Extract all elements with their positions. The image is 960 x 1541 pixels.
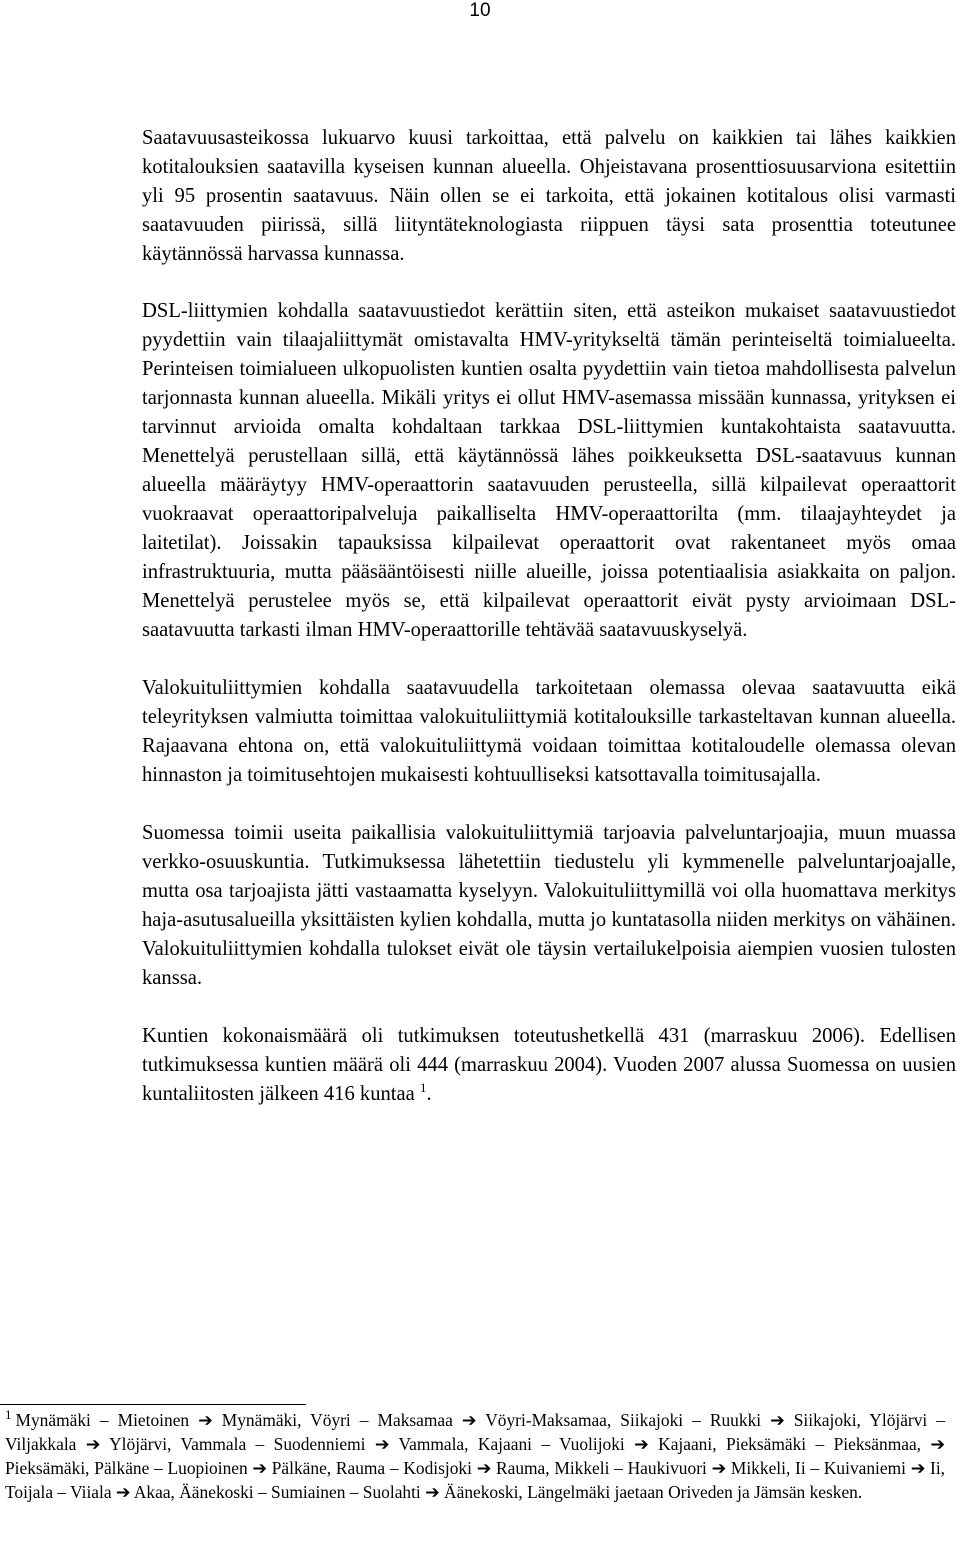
body-text	[142, 124, 956, 1138]
paragraph-dsl-liittymat: DSL-liittymien kohdalla saatavuustiedot kerättiin siten, että asteikon mukaiset saatavuustiedot pyydettiin vain tilaajaliittymät omistavalta HMV-yritykseltä tämän perinteiseltä toimialueelta. Perinteisen toimialueen ulkopuolisten kuntien osalta pyydettiin vain tietoa mahdollisesta palvelun tarjonnasta kunnan alueella. Mikäli yritys ei ollut HMV-asemassa missään kunnassa, yrityksen ei tarvinnut arvioida omalta kohdaltaan tarkkaa DSL-liittymien kuntakohtaista saatavuutta. Menettelyä perustellaan sillä, että käytännössä lähes poikkeuksetta DSL-saatavuus kunnan alueella määräytyy HMV-operaattorin saatavuuden perusteella, sillä kilpailevat operaattorit vuokraavat operaattoripalveluja paikalliselta HMV-operaattorilta (mm. tilaajayhteydet ja laitetilat). Joissakin tapauksissa kilpailevat operaattorit ovat rakentaneet myös omaa infrastruktuuria, mutta pääsääntöisesti niille alueille, joissa potentiaalisia asiakkaita on paljon. Menettelyä perustelee myös se, että kilpailevat operaattorit eivät pysty arvioimaan DSL-saatavuutta tarkasti ilman HMV-operaattorille tehtävää saatavuuskyselyä.	[142, 300, 956, 641]
paragraph-valokuitu-saatavuus: Valokuituliittymien kohdalla saatavuudella tarkoitetaan olemassa olevaa saatavuutta eikä teleyrityksen valmiutta toimittaa valokuituliittymiä kotitalouksille tarkasteltavan kunnan alueella. Rajaavana ehtona on, että valokuituliittymä voidaan toimittaa kotitaloudelle olemassa olevan hinnaston ja toimitusehtojen mukaisesti kohtuulliseksi katsottavalla toimitusajalla.	[142, 677, 956, 786]
page-number: 10	[469, 0, 491, 21]
footnote-marker: 1	[5, 1407, 12, 1423]
paragraph-end: .	[426, 1083, 432, 1105]
paragraph-kuntien-maara	[142, 1022, 956, 1109]
footnote	[5, 1408, 945, 1504]
paragraph-valokuitu-tarjoajat: Suomessa toimii useita paikallisia valokuituliittymiä tarjoavia palveluntarjoajia, muun muassa verkko-osuuskuntia. Tutkimuksessa lähetettiin tiedustelu yli kymmenelle palveluntarjoajalle, mutta osa tarjoajista jätti vastaamatta kyselyyn. Valokuituliittymillä voi olla huomattava merkitys haja-asutusalueilla yksittäisten kylien kohdalla, mutta jo kuntatasolla niiden merkitys on vähäinen. Valokuituliittymien kohdalla tulokset eivät ole täysin vertailukelpoisia aiempien vuosien tulosten kanssa.	[142, 822, 956, 989]
paragraph-kuntien-maara-text: Kuntien kokonaismäärä oli tutkimuksen toteutushetkellä 431 (marraskuu 2006). Edellisen tutkimuksessa kuntien määrä oli 444 (marraskuu 2004). Vuoden 2007 alussa Suomessa on uusien kuntaliitosten jälkeen 416 kuntaa	[142, 1025, 956, 1105]
paragraph-saatavuusasteikko: Saatavuusasteikossa lukuarvo kuusi tarkoittaa, että palvelu on kaikkien tai lähes kaikkien kotitalouksien saatavilla kyseisen kunnan alueella. Ohjeistavana prosenttiosuusarviona esitettiin yli 95 prosentin saatavuus. Näin ollen se ei tarkoita, että jokainen kotitalous olisi varmasti saatavuuden piirissä, sillä liityntäteknologiasta riippuen täysi sata prosenttia toteutunee käytännössä harvassa kunnassa.	[142, 127, 956, 265]
footnote-reference: 1	[419, 1080, 427, 1096]
footnote-text: Mynämäki – Mietoinen ➔ Mynämäki, Vöyri – Maksamaa ➔ Vöyri-Maksamaa, Siikajoki – Ruukki ➔ Siikajoki, Ylöjärvi – Viljakkala ➔ Ylöjärvi, Vammala – Suodenniemi ➔ Vammala, Kajaani – Vuolijoki ➔ Kajaani, Pieksämäki – Pieksänmaa, ➔ Pieksämäki, Pälkäne – Luopioinen ➔ Pälkäne, Rauma – Kodisjoki ➔ Rauma, Mikkeli – Haukivuori ➔ Mikkeli, Ii – Kuivaniemi ➔ Ii, Toijala – Viiala ➔ Akaa, Äänekoski – Sumiainen – Suolahti ➔ Äänekoski, Längelmäki jaetaan Oriveden ja Jämsän kesken.	[5, 1410, 945, 1502]
footnote-separator	[0, 1404, 306, 1405]
